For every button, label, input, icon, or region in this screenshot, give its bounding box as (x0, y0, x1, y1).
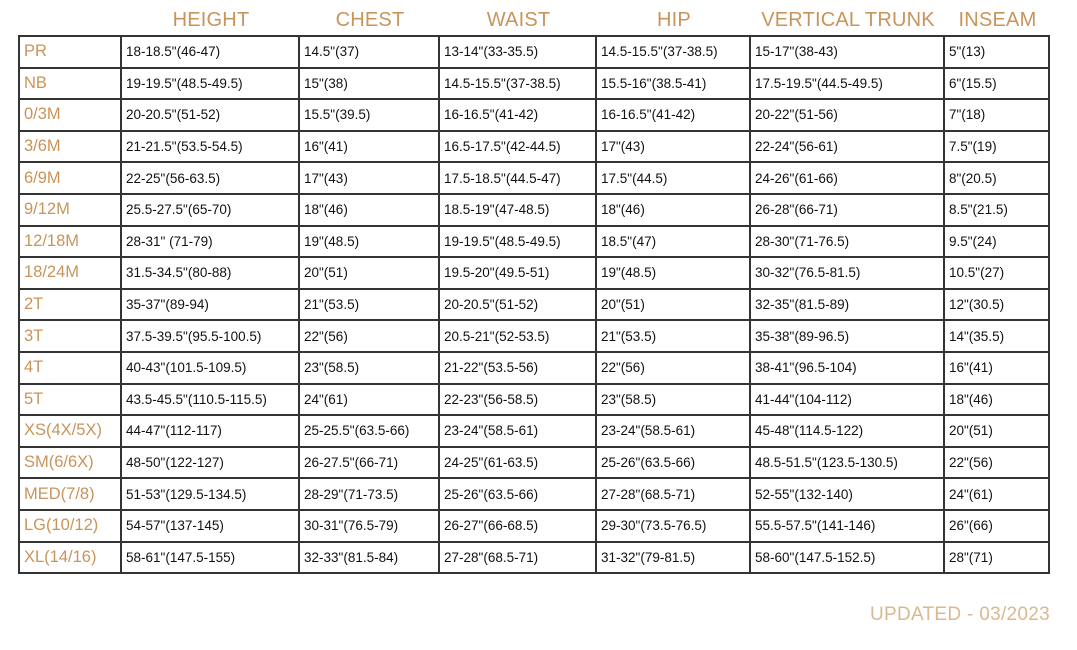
chest-cell: 14.5"(37) (299, 36, 439, 68)
table-row (19, 257, 1049, 289)
inseam-cell: 7.5"(19) (944, 131, 1049, 163)
hip-cell: 27-28"(68.5-71) (596, 478, 750, 510)
size-cell: NB (19, 68, 121, 100)
table-row (19, 447, 1049, 479)
height-cell: 37.5-39.5"(95.5-100.5) (121, 320, 299, 352)
hip-cell: 25-26"(63.5-66) (596, 447, 750, 479)
hip-cell: 18"(46) (596, 194, 750, 226)
chest-cell: 32-33"(81.5-84) (299, 542, 439, 574)
size-cell: SM(6/6X) (19, 447, 121, 479)
table-row (19, 384, 1049, 416)
vertical-trunk-cell: 48.5-51.5"(123.5-130.5) (750, 447, 944, 479)
column-header-vertical-trunk: VERTICAL TRUNK (761, 8, 935, 31)
waist-cell: 19.5-20"(49.5-51) (439, 257, 596, 289)
hip-cell: 20"(51) (596, 289, 750, 321)
height-cell: 44-47"(112-117) (121, 415, 299, 447)
waist-cell: 20.5-21"(52-53.5) (439, 320, 596, 352)
waist-cell: 22-23"(56-58.5) (439, 384, 596, 416)
vertical-trunk-cell: 22-24"(56-61) (750, 131, 944, 163)
vertical-trunk-cell: 58-60"(147.5-152.5) (750, 542, 944, 574)
vertical-trunk-cell: 32-35"(81.5-89) (750, 289, 944, 321)
table-row (19, 68, 1049, 100)
table-row (19, 99, 1049, 131)
chest-cell: 20"(51) (299, 257, 439, 289)
size-cell: 18/24M (19, 257, 121, 289)
vertical-trunk-cell: 17.5-19.5"(44.5-49.5) (750, 68, 944, 100)
table-row (19, 131, 1049, 163)
chest-cell: 15"(38) (299, 68, 439, 100)
vertical-trunk-cell: 24-26"(61-66) (750, 162, 944, 194)
inseam-cell: 28"(71) (944, 542, 1049, 574)
table-row (19, 36, 1049, 68)
hip-cell: 18.5"(47) (596, 226, 750, 258)
size-cell: XS(4X/5X) (19, 415, 121, 447)
size-cell: LG(10/12) (19, 510, 121, 542)
height-cell: 58-61"(147.5-155) (121, 542, 299, 574)
waist-cell: 27-28"(68.5-71) (439, 542, 596, 574)
size-table (18, 35, 1050, 574)
inseam-cell: 18"(46) (944, 384, 1049, 416)
inseam-cell: 26"(66) (944, 510, 1049, 542)
waist-cell: 18.5-19"(47-48.5) (439, 194, 596, 226)
inseam-cell: 8.5"(21.5) (944, 194, 1049, 226)
chest-cell: 23"(58.5) (299, 352, 439, 384)
hip-cell: 16-16.5"(41-42) (596, 99, 750, 131)
size-cell: 12/18M (19, 226, 121, 258)
waist-cell: 21-22"(53.5-56) (439, 352, 596, 384)
vertical-trunk-cell: 28-30"(71-76.5) (750, 226, 944, 258)
chest-cell: 19"(48.5) (299, 226, 439, 258)
height-cell: 22-25"(56-63.5) (121, 162, 299, 194)
inseam-cell: 20"(51) (944, 415, 1049, 447)
hip-cell: 29-30"(73.5-76.5) (596, 510, 750, 542)
height-cell: 31.5-34.5"(80-88) (121, 257, 299, 289)
inseam-cell: 22"(56) (944, 447, 1049, 479)
updated-date-label: UPDATED - 03/2023 (869, 604, 1050, 625)
chest-cell: 18"(46) (299, 194, 439, 226)
waist-cell: 13-14"(33-35.5) (439, 36, 596, 68)
table-row (19, 320, 1049, 352)
size-cell: 9/12M (19, 194, 121, 226)
waist-cell: 20-20.5"(51-52) (439, 289, 596, 321)
inseam-cell: 24"(61) (944, 478, 1049, 510)
inseam-cell: 8"(20.5) (944, 162, 1049, 194)
size-cell: PR (19, 36, 121, 68)
waist-cell: 14.5-15.5"(37-38.5) (439, 68, 596, 100)
inseam-cell: 10.5"(27) (944, 257, 1049, 289)
chest-cell: 22"(56) (299, 320, 439, 352)
table-row (19, 194, 1049, 226)
inseam-cell: 12"(30.5) (944, 289, 1049, 321)
hip-cell: 17"(43) (596, 131, 750, 163)
chest-cell: 26-27.5"(66-71) (299, 447, 439, 479)
height-cell: 19-19.5"(48.5-49.5) (121, 68, 299, 100)
size-cell: 5T (19, 384, 121, 416)
chest-cell: 28-29"(71-73.5) (299, 478, 439, 510)
table-row (19, 510, 1049, 542)
waist-cell: 25-26"(63.5-66) (439, 478, 596, 510)
chest-cell: 16"(41) (299, 131, 439, 163)
hip-cell: 14.5-15.5"(37-38.5) (596, 36, 750, 68)
waist-cell: 23-24"(58.5-61) (439, 415, 596, 447)
chest-cell: 17"(43) (299, 162, 439, 194)
hip-cell: 21"(53.5) (596, 320, 750, 352)
size-cell: XL(14/16) (19, 542, 121, 574)
size-cell: 3T (19, 320, 121, 352)
chest-cell: 15.5"(39.5) (299, 99, 439, 131)
height-cell: 54-57"(137-145) (121, 510, 299, 542)
hip-cell: 19"(48.5) (596, 257, 750, 289)
size-cell: 0/3M (19, 99, 121, 131)
height-cell: 40-43"(101.5-109.5) (121, 352, 299, 384)
hip-cell: 17.5"(44.5) (596, 162, 750, 194)
column-header-chest: CHEST (335, 8, 405, 31)
vertical-trunk-cell: 30-32"(76.5-81.5) (750, 257, 944, 289)
height-cell: 18-18.5"(46-47) (121, 36, 299, 68)
size-cell: 3/6M (19, 131, 121, 163)
chest-cell: 24"(61) (299, 384, 439, 416)
vertical-trunk-cell: 52-55"(132-140) (750, 478, 944, 510)
hip-cell: 31-32"(79-81.5) (596, 542, 750, 574)
column-header-row (20, 6, 1052, 34)
size-table-body (19, 36, 1049, 573)
inseam-cell: 14"(35.5) (944, 320, 1049, 352)
chest-cell: 25-25.5"(63.5-66) (299, 415, 439, 447)
inseam-cell: 16"(41) (944, 352, 1049, 384)
table-row (19, 226, 1049, 258)
size-cell: 2T (19, 289, 121, 321)
chest-cell: 21"(53.5) (299, 289, 439, 321)
height-cell: 48-50"(122-127) (121, 447, 299, 479)
table-row (19, 415, 1049, 447)
inseam-cell: 6"(15.5) (944, 68, 1049, 100)
vertical-trunk-cell: 55.5-57.5"(141-146) (750, 510, 944, 542)
size-column-header-spacer (20, 6, 122, 34)
vertical-trunk-cell: 45-48"(114.5-122) (750, 415, 944, 447)
waist-cell: 17.5-18.5"(44.5-47) (439, 162, 596, 194)
vertical-trunk-cell: 38-41"(96.5-104) (750, 352, 944, 384)
waist-cell: 26-27"(66-68.5) (439, 510, 596, 542)
vertical-trunk-cell: 15-17"(38-43) (750, 36, 944, 68)
height-cell: 21-21.5"(53.5-54.5) (121, 131, 299, 163)
table-row (19, 478, 1049, 510)
inseam-cell: 5"(13) (944, 36, 1049, 68)
table-row (19, 352, 1049, 384)
waist-cell: 16-16.5"(41-42) (439, 99, 596, 131)
vertical-trunk-cell: 41-44"(104-112) (750, 384, 944, 416)
column-header-hip: HIP (657, 8, 691, 31)
hip-cell: 15.5-16"(38.5-41) (596, 68, 750, 100)
height-cell: 51-53"(129.5-134.5) (121, 478, 299, 510)
waist-cell: 19-19.5"(48.5-49.5) (439, 226, 596, 258)
waist-cell: 24-25"(61-63.5) (439, 447, 596, 479)
vertical-trunk-cell: 35-38"(89-96.5) (750, 320, 944, 352)
vertical-trunk-cell: 26-28"(66-71) (750, 194, 944, 226)
inseam-cell: 9.5"(24) (944, 226, 1049, 258)
waist-cell: 16.5-17.5"(42-44.5) (439, 131, 596, 163)
table-row (19, 542, 1049, 574)
size-cell: 6/9M (19, 162, 121, 194)
vertical-trunk-cell: 20-22"(51-56) (750, 99, 944, 131)
column-header-inseam: INSEAM (958, 8, 1037, 31)
height-cell: 35-37"(89-94) (121, 289, 299, 321)
size-cell: MED(7/8) (19, 478, 121, 510)
height-cell: 28-31" (71-79) (121, 226, 299, 258)
hip-cell: 23"(58.5) (596, 384, 750, 416)
height-cell: 25.5-27.5"(65-70) (121, 194, 299, 226)
table-row (19, 162, 1049, 194)
chest-cell: 30-31"(76.5-79) (299, 510, 439, 542)
column-header-waist: WAIST (486, 8, 551, 31)
column-header-height: HEIGHT (172, 8, 250, 31)
inseam-cell: 7"(18) (944, 99, 1049, 131)
height-cell: 20-20.5"(51-52) (121, 99, 299, 131)
size-cell: 4T (19, 352, 121, 384)
height-cell: 43.5-45.5"(110.5-115.5) (121, 384, 299, 416)
hip-cell: 22"(56) (596, 352, 750, 384)
table-row (19, 289, 1049, 321)
hip-cell: 23-24"(58.5-61) (596, 415, 750, 447)
